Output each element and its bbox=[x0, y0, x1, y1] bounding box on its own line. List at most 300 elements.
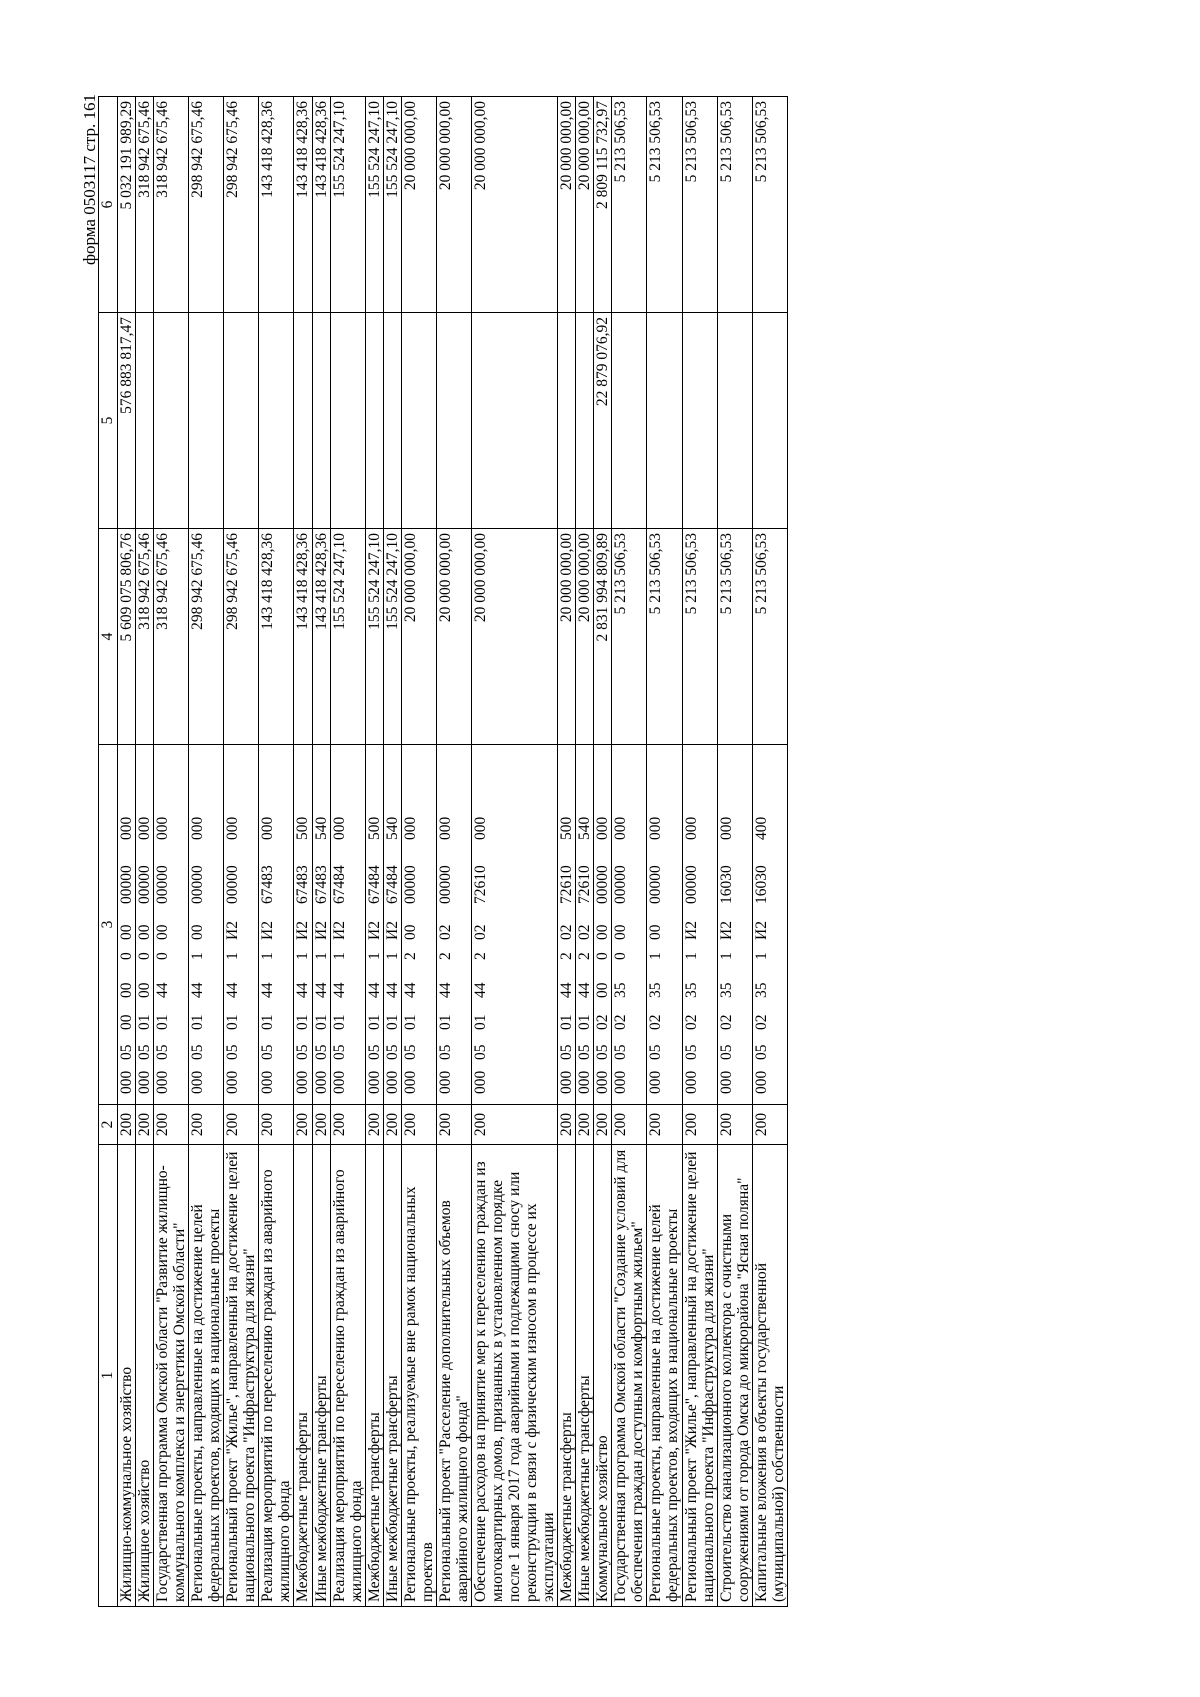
code-segment: 44 bbox=[330, 982, 348, 998]
code-segment: 00000 bbox=[612, 865, 630, 904]
code-segment: 000 bbox=[259, 1070, 277, 1094]
code-segment: 500 bbox=[294, 816, 312, 840]
code-segment: 35 bbox=[752, 982, 770, 998]
code-segment: 00000 bbox=[224, 865, 242, 904]
row-executed bbox=[401, 313, 436, 529]
code-segment: 67484 bbox=[383, 865, 401, 904]
table-row bbox=[312, 97, 330, 1607]
code-segment: 540 bbox=[576, 816, 594, 840]
row-unexecuted: 5 213 506,53 bbox=[682, 97, 717, 313]
header-col-5: 5 bbox=[99, 313, 118, 529]
code-segment: 05 bbox=[154, 1044, 172, 1060]
row-approved: 20 000 000,00 bbox=[471, 529, 557, 745]
code-segment: 00000 bbox=[401, 865, 419, 904]
row-budget-code bbox=[594, 745, 612, 1105]
table-row bbox=[383, 97, 401, 1607]
table-row bbox=[224, 97, 259, 1607]
code-segment: 44 bbox=[259, 982, 277, 998]
row-unexecuted: 20 000 000,00 bbox=[558, 97, 576, 313]
code-segment: 72610 bbox=[576, 865, 594, 904]
code-segment: 000 bbox=[576, 1070, 594, 1094]
row-unexecuted: 155 524 247,10 bbox=[365, 97, 383, 313]
row-line-code: 200 bbox=[594, 1105, 612, 1145]
code-segment: 01 bbox=[154, 1014, 172, 1030]
row-executed bbox=[383, 313, 401, 529]
code-segment: 01 bbox=[224, 1014, 242, 1030]
row-budget-code bbox=[471, 745, 557, 1105]
code-segment: 05 bbox=[471, 1044, 489, 1060]
row-executed bbox=[682, 313, 717, 529]
row-executed bbox=[558, 313, 576, 529]
table-row bbox=[752, 97, 787, 1607]
header-col-3: 3 bbox=[99, 745, 118, 1105]
code-segment: 000 bbox=[612, 1070, 630, 1094]
code-segment: 44 bbox=[471, 982, 489, 998]
table-row bbox=[118, 97, 136, 1607]
code-segment: 00 bbox=[136, 924, 154, 940]
code-segment: 400 bbox=[752, 816, 770, 840]
table-row bbox=[365, 97, 383, 1607]
row-executed bbox=[330, 313, 365, 529]
code-segment: 000 bbox=[682, 816, 700, 840]
row-executed: 22 879 076,92 bbox=[594, 313, 612, 529]
row-executed bbox=[189, 313, 224, 529]
row-name: Региональные проекты, реализуемые вне рамок национальных проектов bbox=[401, 1145, 436, 1607]
row-approved: 20 000 000,00 bbox=[401, 529, 436, 745]
row-budget-code bbox=[647, 745, 682, 1105]
row-approved: 318 942 675,46 bbox=[154, 529, 189, 745]
code-segment: 000 bbox=[330, 816, 348, 840]
code-segment: 01 bbox=[436, 1014, 454, 1030]
code-segment: 35 bbox=[612, 982, 630, 998]
row-line-code: 200 bbox=[612, 1105, 647, 1145]
table-row bbox=[136, 97, 154, 1607]
budget-table bbox=[98, 96, 788, 1607]
row-approved: 20 000 000,00 bbox=[436, 529, 471, 745]
row-approved: 5 213 506,53 bbox=[612, 529, 647, 745]
code-segment: 000 bbox=[612, 816, 630, 840]
row-name: Реализация мероприятий по переселению граждан из аварийного жилищного фонда bbox=[330, 1145, 365, 1607]
row-executed bbox=[136, 313, 154, 529]
row-approved: 143 418 428,36 bbox=[259, 529, 294, 745]
header-col-2: 2 bbox=[99, 1105, 118, 1145]
row-unexecuted: 155 524 247,10 bbox=[383, 97, 401, 313]
row-name: Межбюджетные трансферты bbox=[365, 1145, 383, 1607]
table-row bbox=[189, 97, 224, 1607]
code-segment: 05 bbox=[594, 1044, 612, 1060]
code-segment: 1 bbox=[717, 952, 735, 960]
table-row bbox=[154, 97, 189, 1607]
code-segment: 000 bbox=[312, 1070, 330, 1094]
row-unexecuted: 143 418 428,36 bbox=[259, 97, 294, 313]
table-row bbox=[576, 97, 594, 1607]
code-segment: 1 bbox=[647, 952, 665, 960]
code-segment: 72610 bbox=[471, 865, 489, 904]
code-segment: 00 bbox=[154, 924, 172, 940]
code-segment: 1 bbox=[752, 952, 770, 960]
code-segment: 05 bbox=[612, 1044, 630, 1060]
code-segment: 05 bbox=[294, 1044, 312, 1060]
row-executed bbox=[312, 313, 330, 529]
code-segment: 05 bbox=[436, 1044, 454, 1060]
code-segment: 44 bbox=[189, 982, 207, 998]
row-budget-code bbox=[576, 745, 594, 1105]
code-segment: 02 bbox=[612, 1014, 630, 1030]
code-segment: И2 bbox=[259, 921, 277, 940]
table-row bbox=[717, 97, 752, 1607]
code-segment: 01 bbox=[330, 1014, 348, 1030]
row-approved: 318 942 675,46 bbox=[136, 529, 154, 745]
row-unexecuted: 5 213 506,53 bbox=[717, 97, 752, 313]
code-segment: 000 bbox=[365, 1070, 383, 1094]
row-line-code: 200 bbox=[752, 1105, 787, 1145]
row-executed bbox=[576, 313, 594, 529]
code-segment: 2 bbox=[436, 952, 454, 960]
row-budget-code bbox=[189, 745, 224, 1105]
table-row bbox=[259, 97, 294, 1607]
row-approved: 20 000 000,00 bbox=[576, 529, 594, 745]
row-approved: 5 213 506,53 bbox=[647, 529, 682, 745]
row-unexecuted: 318 942 675,46 bbox=[136, 97, 154, 313]
row-unexecuted: 20 000 000,00 bbox=[401, 97, 436, 313]
code-segment: 05 bbox=[682, 1044, 700, 1060]
row-budget-code bbox=[154, 745, 189, 1105]
row-budget-code bbox=[259, 745, 294, 1105]
row-unexecuted: 155 524 247,10 bbox=[330, 97, 365, 313]
code-segment: 2 bbox=[471, 952, 489, 960]
row-line-code: 200 bbox=[436, 1105, 471, 1145]
table-row bbox=[612, 97, 647, 1607]
code-segment: 00000 bbox=[136, 865, 154, 904]
row-line-code: 200 bbox=[401, 1105, 436, 1145]
code-segment: 05 bbox=[647, 1044, 665, 1060]
code-segment: 000 bbox=[471, 816, 489, 840]
row-executed bbox=[471, 313, 557, 529]
table-row bbox=[471, 97, 557, 1607]
row-executed bbox=[154, 313, 189, 529]
table-row bbox=[594, 97, 612, 1607]
header-col-1: 1 bbox=[99, 1145, 118, 1607]
row-unexecuted: 20 000 000,00 bbox=[471, 97, 557, 313]
budget-table-body bbox=[99, 97, 788, 1607]
row-unexecuted: 5 213 506,53 bbox=[647, 97, 682, 313]
code-segment: 2 bbox=[401, 952, 419, 960]
form-label: форма 0503117 стр. 161 bbox=[80, 94, 99, 265]
table-row bbox=[682, 97, 717, 1607]
code-segment: 02 bbox=[436, 924, 454, 940]
code-segment: 500 bbox=[558, 816, 576, 840]
code-segment: 00 bbox=[594, 982, 612, 998]
code-segment: 05 bbox=[401, 1044, 419, 1060]
code-segment: 05 bbox=[224, 1044, 242, 1060]
code-segment: 05 bbox=[312, 1044, 330, 1060]
code-segment: 1 bbox=[259, 952, 277, 960]
row-unexecuted: 143 418 428,36 bbox=[312, 97, 330, 313]
code-segment: 44 bbox=[294, 982, 312, 998]
code-segment: 05 bbox=[576, 1044, 594, 1060]
row-name: Строительство канализационного коллектора с очистными сооружениями от города Омска до микрорайона "Ясная поляна" bbox=[717, 1145, 752, 1607]
row-name: Капитальные вложения в объекты государственной (муниципальной) собственности bbox=[752, 1145, 787, 1607]
row-budget-code bbox=[558, 745, 576, 1105]
row-budget-code bbox=[365, 745, 383, 1105]
code-segment: 00 bbox=[118, 982, 135, 998]
row-approved: 155 524 247,10 bbox=[383, 529, 401, 745]
code-segment: 000 bbox=[471, 1070, 489, 1094]
code-segment: 000 bbox=[189, 816, 207, 840]
row-line-code: 200 bbox=[576, 1105, 594, 1145]
row-line-code: 200 bbox=[154, 1105, 189, 1145]
code-segment: 1 bbox=[294, 952, 312, 960]
code-segment: 05 bbox=[330, 1044, 348, 1060]
code-segment: 01 bbox=[576, 1014, 594, 1030]
row-name: Иные межбюджетные трансферты bbox=[383, 1145, 401, 1607]
code-segment: 00000 bbox=[682, 865, 700, 904]
row-budget-code bbox=[682, 745, 717, 1105]
row-approved: 298 942 675,46 bbox=[189, 529, 224, 745]
row-line-code: 200 bbox=[189, 1105, 224, 1145]
code-segment: 000 bbox=[682, 1070, 700, 1094]
code-segment: 02 bbox=[752, 1014, 770, 1030]
code-segment: 01 bbox=[312, 1014, 330, 1030]
code-segment: 00 bbox=[136, 982, 154, 998]
code-segment: 02 bbox=[717, 1014, 735, 1030]
code-segment: 000 bbox=[647, 1070, 665, 1094]
code-segment: 1 bbox=[330, 952, 348, 960]
code-segment: 0 bbox=[154, 952, 172, 960]
row-line-code: 200 bbox=[383, 1105, 401, 1145]
code-segment: 05 bbox=[365, 1044, 383, 1060]
code-segment: 00000 bbox=[647, 865, 665, 904]
row-line-code: 200 bbox=[558, 1105, 576, 1145]
row-executed bbox=[365, 313, 383, 529]
code-segment: 00 bbox=[612, 924, 630, 940]
row-executed: 576 883 817,47 bbox=[118, 313, 136, 529]
code-segment: 000 bbox=[136, 1070, 154, 1094]
row-line-code: 200 bbox=[118, 1105, 136, 1145]
code-segment: 000 bbox=[401, 816, 419, 840]
row-name: Региональные проекты, направленные на достижение целей федеральных проектов, входящих в национальные проекты bbox=[189, 1145, 224, 1607]
code-segment: 44 bbox=[436, 982, 454, 998]
row-name: Обеспечение расходов на принятие мер к переселению граждан из многоквартирных домов, признанных в установленном порядке после 1 января 2017 года аварийными и подлежащими сносу или реконструкции в связи с физическим износом в процессе их эксплуатации bbox=[471, 1145, 557, 1607]
row-name: Иные межбюджетные трансферты bbox=[576, 1145, 594, 1607]
code-segment: И2 bbox=[682, 921, 700, 940]
code-segment: 000 bbox=[647, 816, 665, 840]
code-segment: 000 bbox=[189, 1070, 207, 1094]
row-approved: 5 213 506,53 bbox=[717, 529, 752, 745]
code-segment: 0 bbox=[136, 952, 154, 960]
code-segment: 000 bbox=[294, 1070, 312, 1094]
code-segment: 000 bbox=[330, 1070, 348, 1094]
row-unexecuted: 143 418 428,36 bbox=[294, 97, 312, 313]
row-budget-code bbox=[383, 745, 401, 1105]
row-line-code: 200 bbox=[259, 1105, 294, 1145]
row-executed bbox=[259, 313, 294, 529]
code-segment: 000 bbox=[717, 816, 735, 840]
row-line-code: 200 bbox=[330, 1105, 365, 1145]
table-row bbox=[436, 97, 471, 1607]
row-name: Региональный проект "Расселение дополнительных объемов аварийного жилищного фонда" bbox=[436, 1145, 471, 1607]
table-row bbox=[401, 97, 436, 1607]
row-name: Региональные проекты, направленные на достижение целей федеральных проектов, входящих в национальные проекты bbox=[647, 1145, 682, 1607]
code-segment: 000 bbox=[259, 816, 277, 840]
code-segment: 00000 bbox=[594, 865, 612, 904]
row-unexecuted: 20 000 000,00 bbox=[576, 97, 594, 313]
code-segment: 01 bbox=[259, 1014, 277, 1030]
table-row bbox=[330, 97, 365, 1607]
code-segment: 1 bbox=[224, 952, 242, 960]
row-name: Государственная программа Омской области "Развитие жилищно-коммунального комплекса и энергетики Омской области" bbox=[154, 1145, 189, 1607]
row-line-code: 200 bbox=[471, 1105, 557, 1145]
code-segment: 05 bbox=[259, 1044, 277, 1060]
row-name: Реализация мероприятий по переселению граждан из аварийного жилищного фонда bbox=[259, 1145, 294, 1607]
code-segment: 02 bbox=[682, 1014, 700, 1030]
code-segment: 000 bbox=[594, 1070, 612, 1094]
row-name: Жилищное хозяйство bbox=[136, 1145, 154, 1607]
table-row bbox=[294, 97, 312, 1607]
code-segment: 44 bbox=[154, 982, 172, 998]
code-segment: 000 bbox=[154, 816, 172, 840]
code-segment: 1 bbox=[312, 952, 330, 960]
code-segment: 000 bbox=[594, 816, 612, 840]
code-segment: 44 bbox=[383, 982, 401, 998]
code-segment: 44 bbox=[224, 982, 242, 998]
code-segment: 000 bbox=[436, 1070, 454, 1094]
row-executed bbox=[294, 313, 312, 529]
code-segment: 0 bbox=[612, 952, 630, 960]
row-approved: 298 942 675,46 bbox=[224, 529, 259, 745]
row-executed bbox=[436, 313, 471, 529]
row-approved: 2 831 994 809,89 bbox=[594, 529, 612, 745]
code-segment: 44 bbox=[576, 982, 594, 998]
row-executed bbox=[224, 313, 259, 529]
code-segment: И2 bbox=[224, 921, 242, 940]
row-approved: 5 609 075 806,76 bbox=[118, 529, 136, 745]
code-segment: 72610 bbox=[558, 865, 576, 904]
code-segment: 67483 bbox=[312, 865, 330, 904]
code-segment: 00 bbox=[594, 924, 612, 940]
row-approved: 20 000 000,00 bbox=[558, 529, 576, 745]
code-segment: 540 bbox=[383, 816, 401, 840]
table-row bbox=[647, 97, 682, 1607]
code-segment: 02 bbox=[576, 924, 594, 940]
code-segment: 44 bbox=[365, 982, 383, 998]
code-segment: 1 bbox=[383, 952, 401, 960]
row-approved: 5 213 506,53 bbox=[682, 529, 717, 745]
row-name: Региональный проект "Жилье", направленный на достижение целей национального проекта "Инфраструктура для жизни" bbox=[224, 1145, 259, 1607]
row-name: Коммунальное хозяйство bbox=[594, 1145, 612, 1607]
header-col-4: 4 bbox=[99, 529, 118, 745]
code-segment: 000 bbox=[154, 1070, 172, 1094]
code-segment: 000 bbox=[383, 1070, 401, 1094]
code-segment: 0 bbox=[594, 952, 612, 960]
row-line-code: 200 bbox=[365, 1105, 383, 1145]
row-approved: 155 524 247,10 bbox=[330, 529, 365, 745]
code-segment: 00000 bbox=[118, 865, 135, 904]
code-segment: 02 bbox=[471, 924, 489, 940]
code-segment: 67484 bbox=[365, 865, 383, 904]
code-segment: 000 bbox=[118, 816, 135, 840]
code-segment: 500 bbox=[365, 816, 383, 840]
code-segment: 000 bbox=[717, 1070, 735, 1094]
row-executed bbox=[752, 313, 787, 529]
row-unexecuted: 298 942 675,46 bbox=[189, 97, 224, 313]
code-segment: 01 bbox=[471, 1014, 489, 1030]
row-line-code: 200 bbox=[136, 1105, 154, 1145]
row-approved: 5 213 506,53 bbox=[752, 529, 787, 745]
row-budget-code bbox=[136, 745, 154, 1105]
code-segment: 05 bbox=[752, 1044, 770, 1060]
code-segment: 00000 bbox=[189, 865, 207, 904]
code-segment: 02 bbox=[594, 1014, 612, 1030]
code-segment: 01 bbox=[294, 1014, 312, 1030]
code-segment: 2 bbox=[576, 952, 594, 960]
row-budget-code bbox=[717, 745, 752, 1105]
code-segment: 05 bbox=[717, 1044, 735, 1060]
row-name: Межбюджетные трансферты bbox=[294, 1145, 312, 1607]
code-segment: И2 bbox=[312, 921, 330, 940]
code-segment: 16030 bbox=[752, 865, 770, 904]
code-segment: 00 bbox=[401, 924, 419, 940]
row-unexecuted: 2 809 115 732,97 bbox=[594, 97, 612, 313]
code-segment: 540 bbox=[312, 816, 330, 840]
code-segment: 05 bbox=[118, 1044, 135, 1060]
code-segment: 000 bbox=[558, 1070, 576, 1094]
code-segment: 35 bbox=[717, 982, 735, 998]
row-executed bbox=[647, 313, 682, 529]
row-approved: 143 418 428,36 bbox=[294, 529, 312, 745]
code-segment: 000 bbox=[224, 1070, 242, 1094]
row-approved: 143 418 428,36 bbox=[312, 529, 330, 745]
row-name: Региональный проект "Жилье", направленный на достижение целей национального проекта "Инфраструктура для жизни" bbox=[682, 1145, 717, 1607]
code-segment: 67484 bbox=[330, 865, 348, 904]
row-executed bbox=[717, 313, 752, 529]
code-segment: 1 bbox=[365, 952, 383, 960]
header-col-6: 6 bbox=[99, 97, 118, 313]
code-segment: 67483 bbox=[259, 865, 277, 904]
code-segment: 000 bbox=[401, 1070, 419, 1094]
row-budget-code bbox=[224, 745, 259, 1105]
header-row bbox=[99, 97, 118, 1607]
code-segment: 000 bbox=[436, 816, 454, 840]
row-name: Государственная программа Омской области "Создание условий для обеспечения граждан доступным и комфортным жильем" bbox=[612, 1145, 647, 1607]
row-budget-code bbox=[752, 745, 787, 1105]
code-segment: 67483 bbox=[294, 865, 312, 904]
row-name: Жилищно-коммунальное хозяйство bbox=[118, 1145, 136, 1607]
row-line-code: 200 bbox=[647, 1105, 682, 1145]
code-segment: 05 bbox=[558, 1044, 576, 1060]
row-line-code: 200 bbox=[682, 1105, 717, 1145]
code-segment: 01 bbox=[558, 1014, 576, 1030]
code-segment: 01 bbox=[365, 1014, 383, 1030]
code-segment: И2 bbox=[365, 921, 383, 940]
row-approved: 155 524 247,10 bbox=[365, 529, 383, 745]
row-line-code: 200 bbox=[224, 1105, 259, 1145]
row-line-code: 200 bbox=[312, 1105, 330, 1145]
code-segment: 35 bbox=[647, 982, 665, 998]
row-line-code: 200 bbox=[294, 1105, 312, 1145]
code-segment: И2 bbox=[717, 921, 735, 940]
code-segment: 44 bbox=[558, 982, 576, 998]
code-segment: 02 bbox=[558, 924, 576, 940]
code-segment: 0 bbox=[118, 952, 135, 960]
code-segment: 02 bbox=[647, 1014, 665, 1030]
code-segment: 01 bbox=[383, 1014, 401, 1030]
row-unexecuted: 5 213 506,53 bbox=[752, 97, 787, 313]
code-segment: 01 bbox=[401, 1014, 419, 1030]
code-segment: 00 bbox=[647, 924, 665, 940]
code-segment: 35 bbox=[682, 982, 700, 998]
code-segment: 1 bbox=[682, 952, 700, 960]
